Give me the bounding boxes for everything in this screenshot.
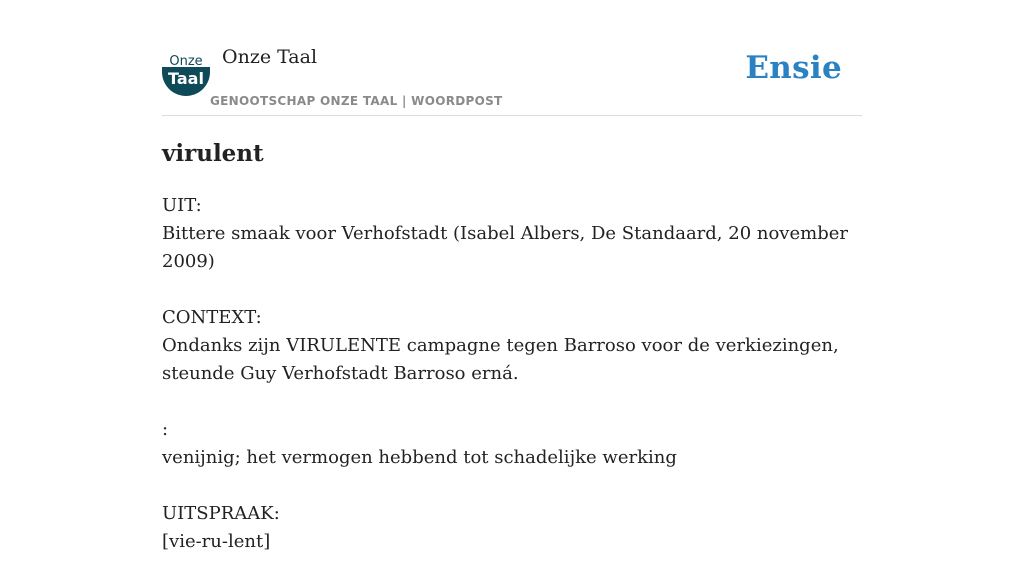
header [162, 44, 862, 116]
entry-content [162, 138, 872, 584]
onze-taal-logo[interactable] [162, 52, 210, 96]
source-section [162, 192, 872, 276]
pronunciation-section [162, 500, 872, 556]
definition-section [162, 416, 872, 472]
pronunciation-text: [vie-ru-lent] [162, 531, 271, 552]
context-label: CONTEXT: [162, 307, 262, 328]
definition-text: venijnig; het vermogen hebbend tot schadelijke werking [162, 447, 677, 468]
source-label: UIT: [162, 195, 202, 216]
ensie-brand[interactable]: Ensie [745, 50, 842, 86]
context-section [162, 304, 872, 388]
logo-text-top: Onze [169, 54, 203, 69]
pronunciation-label: UITSPRAAK: [162, 503, 280, 524]
context-text: Ondanks zijn VIRULENTE campagne tegen Barroso voor de verkiezingen, steunde Guy Verhofstadt Barroso erná. [162, 335, 839, 384]
source-subtitle: GENOOTSCHAP ONZE TAAL | WOORDPOST [210, 94, 503, 108]
entry-title: virulent [162, 140, 264, 167]
logo-text-bottom: Taal [168, 69, 204, 88]
site-name[interactable]: Onze Taal [222, 46, 318, 68]
source-text: Bittere smaak voor Verhofstadt (Isabel Albers, De Standaard, 20 november 2009) [162, 223, 848, 272]
definition-label: : [162, 419, 169, 440]
